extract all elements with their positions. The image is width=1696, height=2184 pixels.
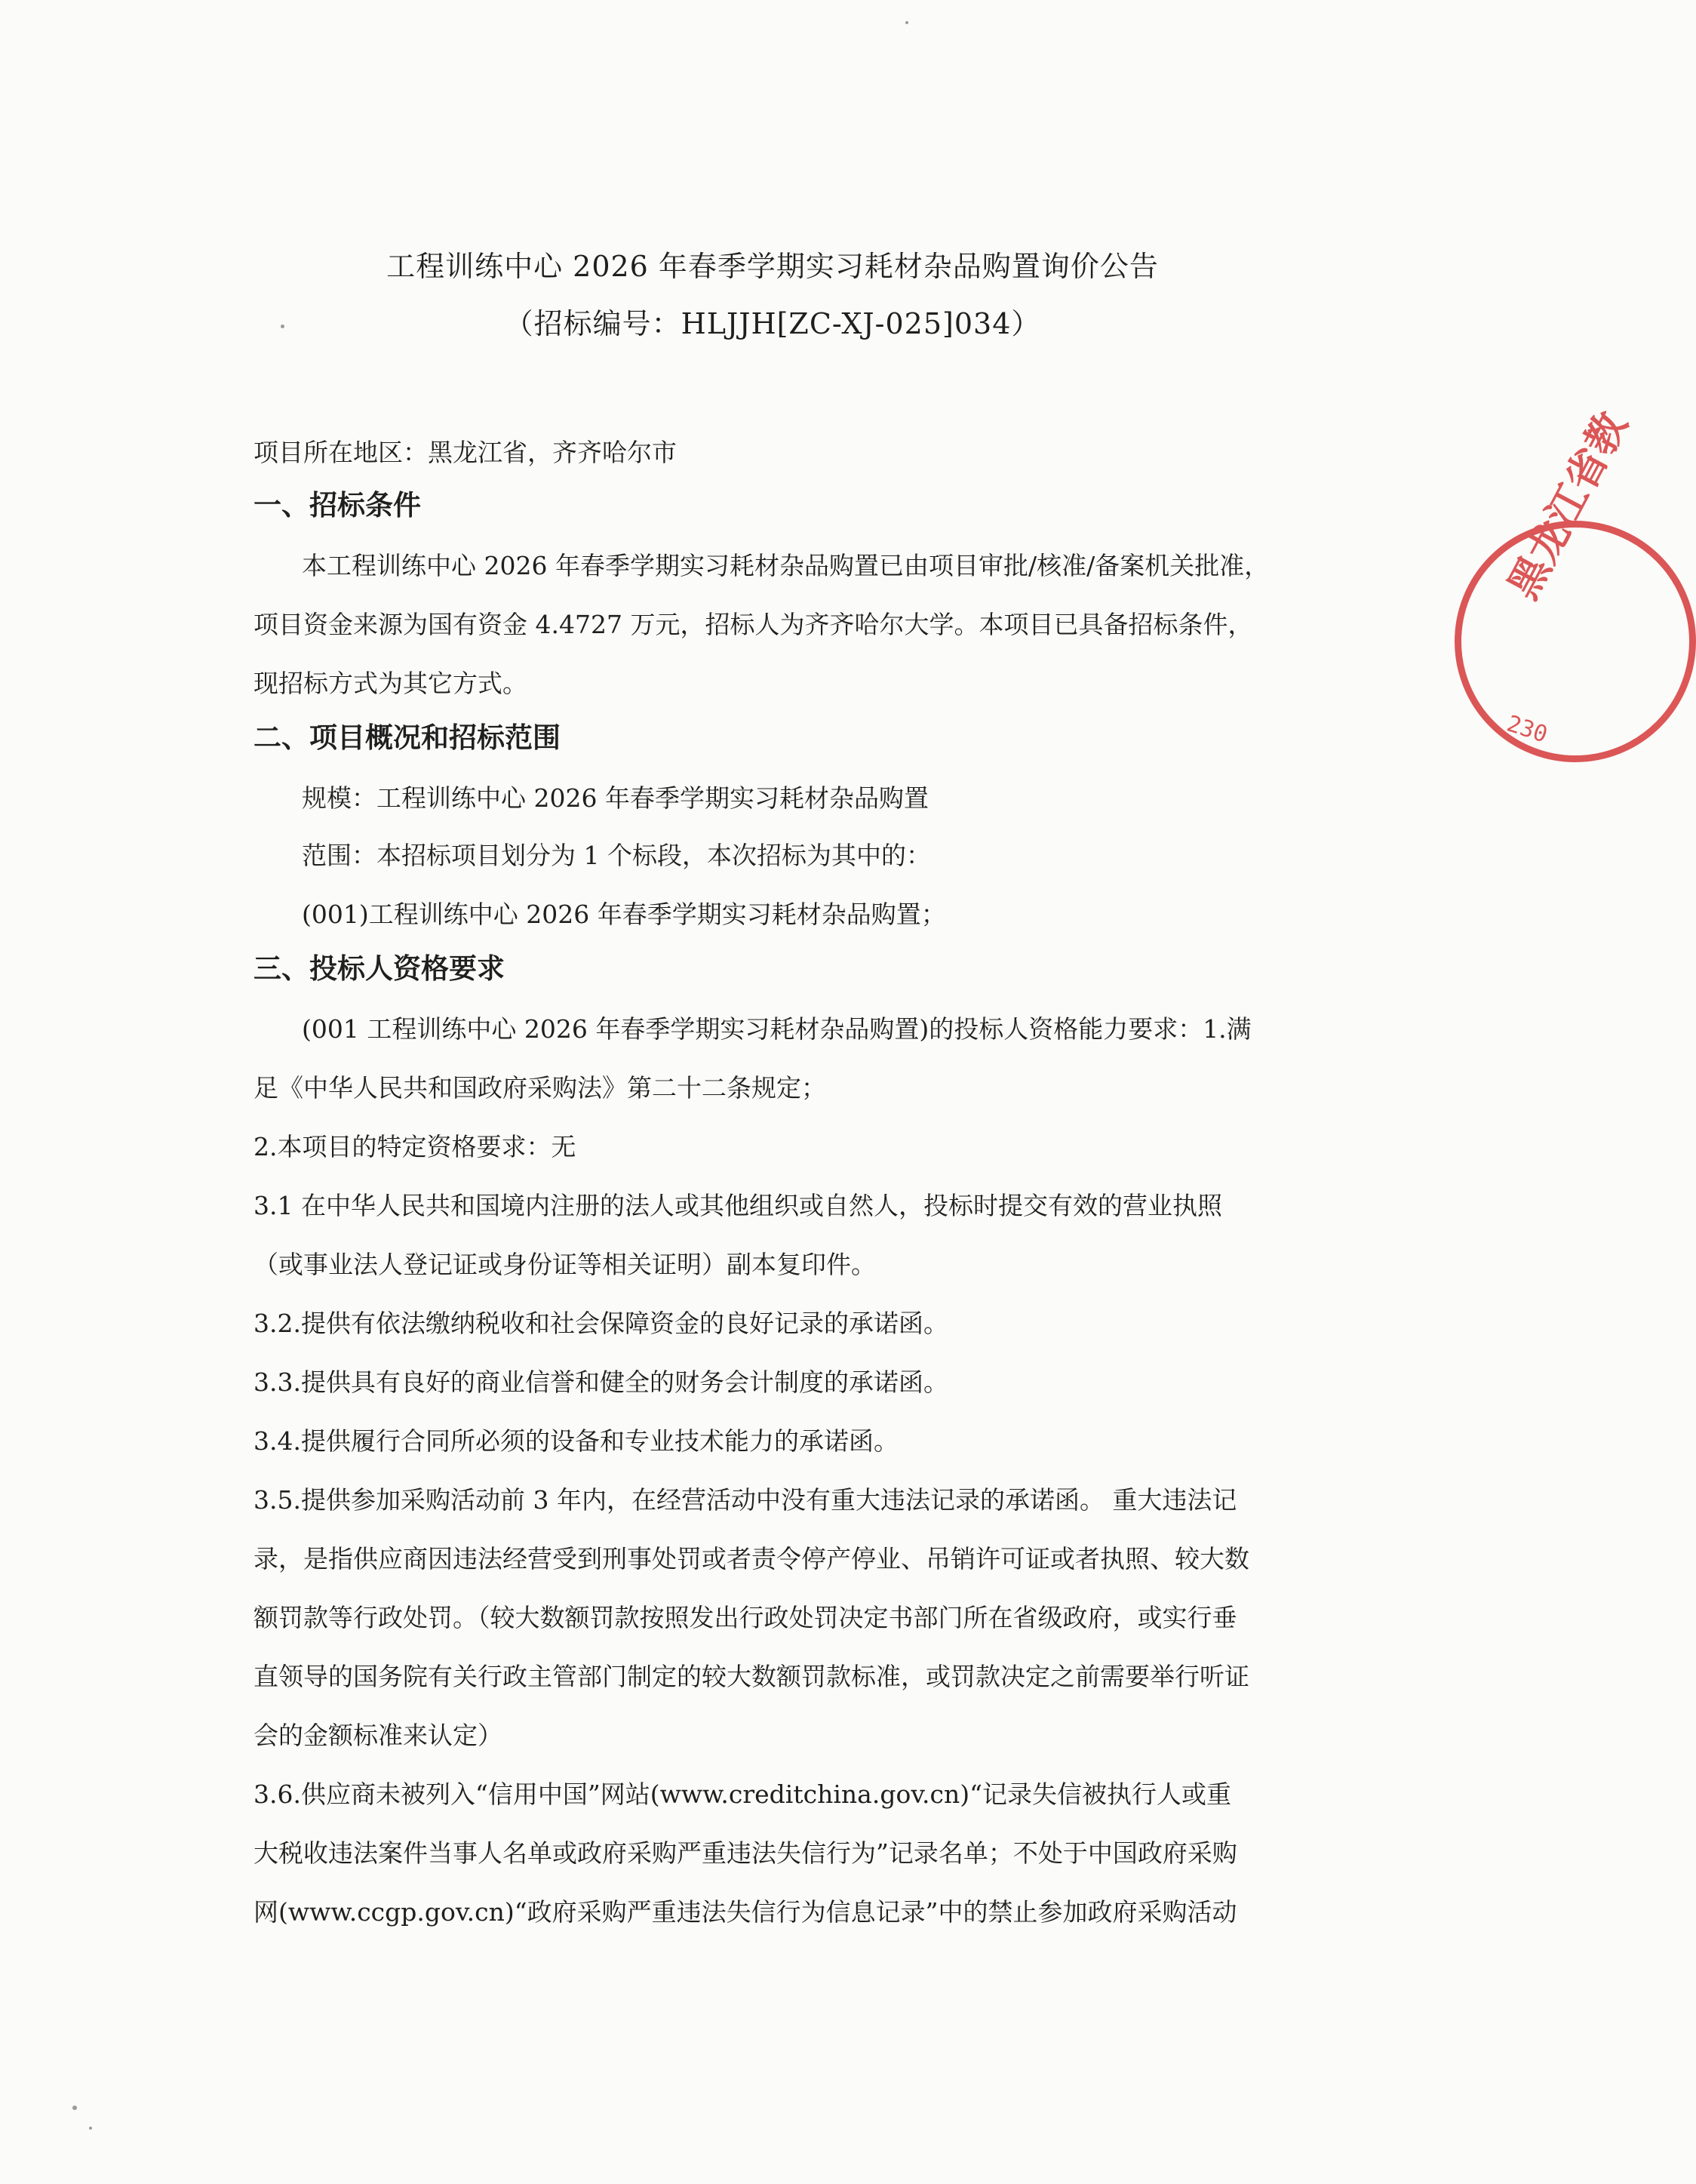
paragraph-line: (001 工程训练中心 2026 年春季学期实习耗材杂品购置)的投标人资格能力要求：1.满 <box>302 1014 1252 1044</box>
tender-code: （招标编号：HLJJH[ZC-XJ-025]034） <box>504 307 1041 340</box>
document-title: 工程训练中心 2026 年春季学期实习耗材杂品购置询价公告 <box>386 250 1159 283</box>
paragraph-line: 3.3.提供具有良好的商业信誉和健全的财务会计制度的承诺函。 <box>253 1367 948 1397</box>
project-region: 项目所在地区：黑龙江省，齐齐哈尔市 <box>253 438 677 467</box>
paragraph-line: 大税收违法案件当事人名单或政府采购严重违法失信行为”记录名单；不处于中国政府采购 <box>253 1838 1237 1868</box>
paragraph-line: 3.5.提供参加采购活动前 3 年内，在经营活动中没有重大违法记录的承诺函。 重大违法记 <box>253 1485 1237 1515</box>
paragraph-line: 3.6.供应商未被列入“信用中国”网站(www.creditchina.gov.cn)“记录失信被执行人或重 <box>253 1779 1232 1809</box>
official-seal <box>1455 404 1696 762</box>
paragraph-line: 2.本项目的特定资格要求：无 <box>253 1132 576 1161</box>
paragraph-line: 范围：本招标项目划分为 1 个标段，本次招标为其中的： <box>302 841 931 870</box>
paragraph-line: （或事业法人登记证或身份证等相关证明）副本复印件。 <box>253 1250 876 1279</box>
scan-speck <box>89 2127 92 2130</box>
paragraph-line: 3.2.提供有依法缴纳税收和社会保障资金的良好记录的承诺函。 <box>253 1309 948 1338</box>
seal-number: 230 <box>1503 710 1551 749</box>
scan-speck <box>281 325 284 328</box>
paragraph-line: 直领导的国务院有关行政主管部门制定的较大数额罚款标准，或罚款决定之前需要举行听证 <box>253 1662 1249 1691</box>
scan-speck <box>905 21 908 24</box>
section-heading-project-overview: 二、项目概况和招标范围 <box>253 721 561 754</box>
paragraph-line: 3.4.提供履行合同所必须的设备和专业技术能力的承诺函。 <box>253 1426 899 1456</box>
seal-text: 黑龙江省教 <box>1498 404 1637 607</box>
paragraph-line: 网(www.ccgp.gov.cn)“政府采购严重违法失信行为信息记录”中的禁止参加政府采购活动 <box>253 1897 1237 1927</box>
paragraph-line: 3.1 在中华人民共和国境内注册的法人或其他组织或自然人，投标时提交有效的营业执照 <box>253 1191 1222 1220</box>
scan-speck <box>72 2106 77 2110</box>
paragraph-line: 足《中华人民共和国政府采购法》第二十二条规定； <box>253 1073 826 1103</box>
paragraph-line: 额罚款等行政处罚。（较大数额罚款按照发出行政处罚决定书部门所在省级政府，或实行垂 <box>253 1603 1237 1632</box>
paragraph-line: 会的金额标准来认定） <box>253 1721 502 1750</box>
paragraph-line: (001)工程训练中心 2026 年春季学期实习耗材杂品购置； <box>302 900 946 929</box>
paragraph-line: 规模：工程训练中心 2026 年春季学期实习耗材杂品购置 <box>302 783 929 813</box>
paragraph-line: 现招标方式为其它方式。 <box>253 669 527 698</box>
paragraph-line: 本工程训练中心 2026 年春季学期实习耗材杂品购置已由项目审批/核准/备案机关批准， <box>302 551 1270 580</box>
section-heading-tender-conditions: 一、招标条件 <box>253 489 421 521</box>
paragraph-line: 录，是指供应商因违法经营受到刑事处罚或者责令停产停业、吊销许可证或者执照、较大数 <box>253 1544 1249 1573</box>
section-heading-bidder-qualifications: 三、投标人资格要求 <box>253 952 505 985</box>
paragraph-line: 项目资金来源为国有资金 4.4727 万元，招标人为齐齐哈尔大学。本项目已具备招标条件， <box>253 610 1253 639</box>
